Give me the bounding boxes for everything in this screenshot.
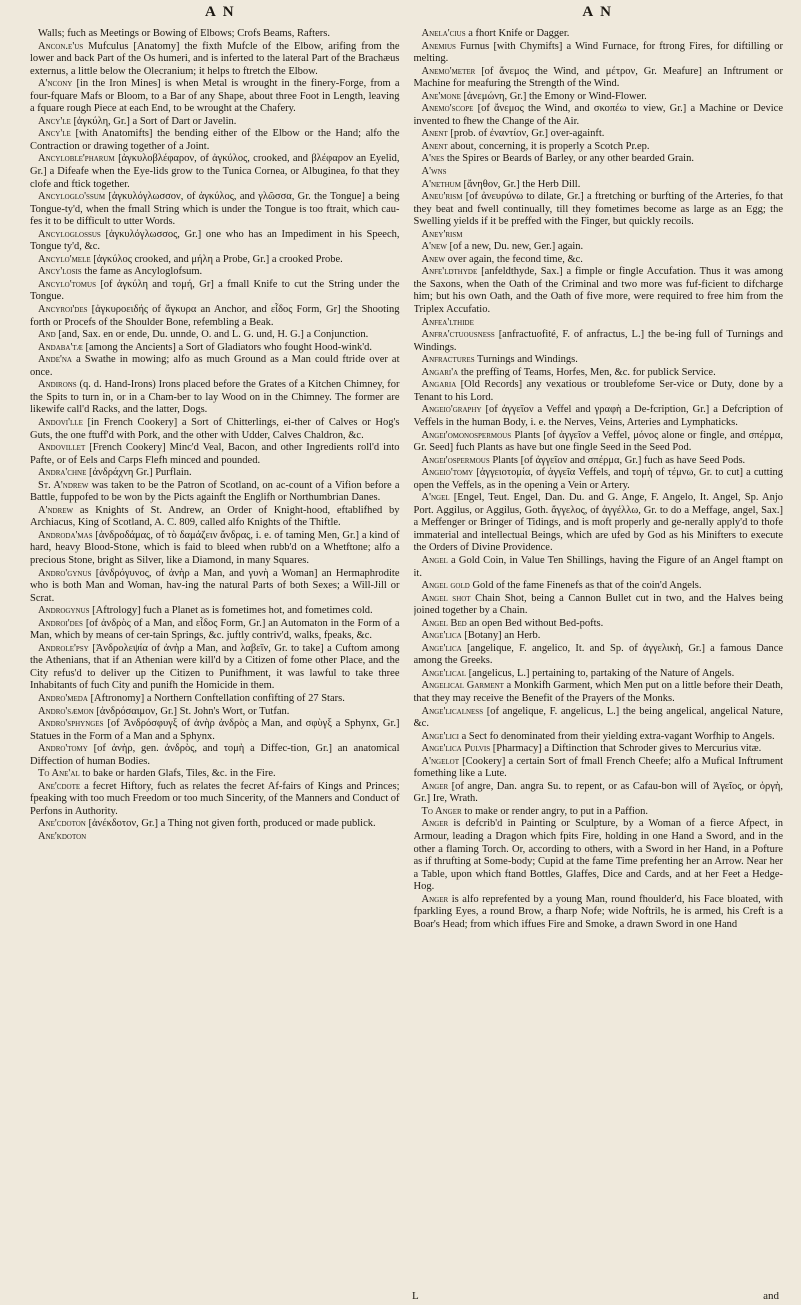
catchword: and bbox=[763, 1290, 779, 1302]
dictionary-entry bbox=[414, 66, 784, 91]
dictionary-entry bbox=[414, 680, 784, 705]
entry-headword: Ancylo'mele bbox=[38, 253, 91, 265]
entry-headword: Andovi'lle bbox=[38, 416, 83, 428]
entry-definition: a Monkifh Garment, which Men put on a little before their Death, that they may receive the Benefit of the Prayers of the Monks. bbox=[413, 680, 783, 704]
entry-definition: as Knights of St. Andrew, an Order of Knight-hood, eftablifhed by Archiacus, King of Scotland, A. C. 809, called alfo Knights of the Thiftle. bbox=[30, 504, 400, 529]
dictionary-entry bbox=[414, 367, 784, 380]
dictionary-entry bbox=[30, 254, 400, 267]
entry-definition: a Sect fo denominated from their yielding extra-vagant Worfhip to Angels. bbox=[461, 730, 775, 742]
dictionary-entry bbox=[414, 191, 784, 229]
entry-headword: Aney'rism bbox=[421, 228, 463, 240]
entry-headword: Androle'psy bbox=[38, 642, 89, 654]
entry-definition: [ἄνηθον, Gr.] the Herb Dill. bbox=[463, 178, 581, 190]
entry-definition: [and, Sax. en or ende, Du. unnde, O. and L. G. und, H. G.] a Conjunction. bbox=[58, 329, 369, 341]
dictionary-entry bbox=[30, 743, 400, 768]
entry-headword: Ange'lica Pulvis bbox=[421, 743, 491, 755]
entry-headword: Ane'mone bbox=[421, 90, 461, 102]
dictionary-entry bbox=[30, 329, 400, 342]
dictionary-entry bbox=[30, 153, 400, 191]
entry-definition: (q. d. Hand-Irons) Irons placed before the Grates of a Kitchen Chimney, for the Spits to turn in, or in a Cham-ber to lay Wood on in the Chimney. The former are likewife call'd Racks, and the latter, Dogs. bbox=[30, 379, 400, 416]
dictionary-entry bbox=[414, 404, 784, 429]
entry-headword: Anemius bbox=[421, 40, 456, 52]
dictionary-entry bbox=[414, 467, 784, 492]
dictionary-entry bbox=[414, 743, 784, 756]
header-right: A N bbox=[582, 4, 613, 20]
entry-headword: Ange'lici bbox=[421, 730, 459, 742]
entry-headword: To Ane'al bbox=[38, 768, 80, 780]
entry-definition: [ἀνδρόσαιμον, Gr.] St. John's Wort, or Tutfan. bbox=[96, 705, 290, 717]
entry-headword: A'ncony bbox=[38, 78, 73, 90]
entry-headword: Ancy'le bbox=[38, 128, 71, 140]
entry-headword: Angel gold bbox=[421, 580, 470, 592]
entry-headword: Ancyloglo'ssum bbox=[38, 191, 106, 203]
dictionary-entry bbox=[30, 379, 400, 417]
dictionary-entry bbox=[30, 718, 400, 743]
dictionary-entry bbox=[30, 467, 400, 480]
dictionary-entry bbox=[414, 806, 784, 819]
entry-headword: Angari'a bbox=[421, 366, 459, 378]
dictionary-entry bbox=[414, 91, 784, 104]
entry-definition: an open Bed without Bed-pofts. bbox=[469, 617, 604, 629]
dictionary-entry bbox=[414, 894, 784, 932]
entry-headword: Angaria bbox=[421, 379, 457, 391]
entry-definition: [angelique, F. angelico, It. and Sp. of ἀγγελικὴ, Gr.] a famous Dance among the Greeks. bbox=[413, 642, 783, 667]
entry-headword: Anela'cius bbox=[421, 28, 466, 39]
entry-definition: [Cookery] a certain Sort of fmall French Cheefe; alfo a Mufical Inftrument fomething like a Lute. bbox=[413, 755, 783, 780]
dictionary-entry bbox=[414, 555, 784, 580]
dictionary-entry bbox=[414, 241, 784, 254]
entry-headword: Anemo'meter bbox=[421, 65, 476, 77]
entry-definition: Plants [of ἀγγεῖον and σπέρμα, Gr.] fuch as have Seed Pods. bbox=[492, 454, 746, 466]
entry-headword: Ane'kdoton bbox=[38, 831, 87, 842]
entry-headword: Andro'sphynges bbox=[38, 718, 104, 730]
right-column bbox=[414, 28, 784, 1293]
dictionary-entry bbox=[414, 630, 784, 643]
entry-definition: [of ἀνὴρ, gen. ἀνδρὸς, and τομὴ a Diffec-tion, Gr.] an anatomical Diffection of human Bodies. bbox=[30, 743, 400, 767]
entry-definition: [ἀγκύλος crooked, and μήλη a Probe, Gr.] a crooked Probe. bbox=[93, 253, 343, 265]
entry-definition: [of Ἀνδρόσφυγξ of ἀνὴρ ἀνδρὸς a Man, and σφὺγξ a Sphynx, Gr.] Statues in the Form of a Man and a Sphynx. bbox=[30, 718, 400, 742]
dictionary-entry bbox=[30, 781, 400, 819]
entry-headword: Anent bbox=[421, 128, 448, 140]
dictionary-entry bbox=[414, 41, 784, 66]
entry-definition: a Swathe in mowing; alfo as much Ground as a Man could ftride over at once. bbox=[30, 354, 400, 378]
entry-headword: A'ngel bbox=[421, 492, 450, 504]
entry-headword: Ancy'losis bbox=[38, 266, 82, 278]
dictionary-entry bbox=[30, 818, 400, 831]
entry-definition: [of ἀνευρύνω to dilate, Gr.] a ftretching or burfting of the Arteries, fo that they beat and fwell continually, till they fometimes become as large as an Egg; the Swelling yields if it be preffed with the Finger, but quickly recoils. bbox=[413, 191, 783, 228]
entry-definition: [ἀγγειοτομία, of ἀγγεῖα Veffels, and τομὴ of τέμνω, Gr. to cut] a cutting open the Veffels, as in the opening a Vein or Artery. bbox=[413, 467, 783, 491]
entry-headword: Andirons bbox=[38, 379, 77, 391]
dictionary-entry bbox=[414, 229, 784, 242]
entry-headword: Andro'meda bbox=[38, 692, 88, 704]
entry-headword: Anent bbox=[421, 140, 448, 152]
entry-headword: Anemo'scope bbox=[421, 103, 474, 115]
entry-definition: [ἀγκυλοβλέφαρον, of ἀγκύλος, crooked, and βλέφαρον an Eyelid, Gr.] a Difeafe when the Eye-lids grow to the Tunica Cornea, or Albuginea, fo that they clofe and ftick together. bbox=[30, 153, 400, 190]
entry-definition: the fame as Ancyloglofsum. bbox=[84, 266, 203, 278]
entry-definition: to make or render angry, to put in a Paffion. bbox=[464, 805, 648, 817]
dictionary-entry bbox=[414, 618, 784, 631]
entry-definition: Chain Shot, being a Cannon Bullet cut in two, and the Halves being joined together by a Chain. bbox=[413, 592, 783, 617]
entry-headword: A'nes bbox=[421, 153, 445, 165]
entry-headword: A'new bbox=[421, 241, 447, 253]
entry-headword: Androda'mas bbox=[38, 529, 93, 541]
dictionary-entry bbox=[30, 505, 400, 530]
entry-definition: [ἀνδράχνη Gr.] Purflain. bbox=[89, 467, 192, 479]
dictionary-entry bbox=[414, 379, 784, 404]
entry-headword: Angelical Garment bbox=[421, 680, 504, 692]
dictionary-entry bbox=[414, 128, 784, 141]
dictionary-entry bbox=[414, 731, 784, 744]
signature-mark: L bbox=[412, 1290, 419, 1302]
dictionary-entry bbox=[414, 153, 784, 166]
dictionary-entry bbox=[414, 593, 784, 618]
entry-headword: Ane'cdote bbox=[38, 780, 81, 792]
entry-headword: Ange'lica bbox=[421, 630, 462, 642]
dictionary-entry bbox=[414, 643, 784, 668]
entry-headword: Angel bbox=[421, 554, 448, 566]
entry-definition: [Old Records] any vexatious or troublefome Ser-vice or Duty, done by a Tenant to his Lord. bbox=[413, 379, 783, 403]
dictionary-entry bbox=[414, 781, 784, 806]
dictionary-entry bbox=[30, 354, 400, 379]
entry-definition: [Pharmacy] a Diftinction that Schroder gives to Mercurius vitæ. bbox=[492, 743, 762, 755]
entry-headword: Angel Bed bbox=[421, 617, 467, 629]
entry-headword: Anfractures bbox=[421, 354, 475, 366]
entry-headword: Angei'omonospermous bbox=[421, 429, 512, 441]
entry-definition: [Aftrology] fuch a Planet as is fometimes hot, and fometimes cold. bbox=[92, 605, 373, 617]
entry-headword: Andra'chne bbox=[38, 467, 87, 479]
entry-definition: is defcrib'd in Painting or Sculpture, by a Woman of a fierce Afpect, in Armour, leading a Dragon which fpits Fire, holding in one Hand a Sword, and in the other a flaming Torch. Or, according to others, with a Sword in her Hand, in a Pofture as if thrufting at Some-body; Cupid at the fame Time prefenting her an Arrow. Near her a Table, upon which ftand Bottles, Glaffes, Dice and Cards, and at her Feet a Hedge-Hog. bbox=[413, 818, 783, 893]
dictionary-entry bbox=[414, 103, 784, 128]
dictionary-entry bbox=[30, 28, 400, 41]
entry-definition: [angelicus, L.] pertaining to, partaking of the Nature of Angels. bbox=[468, 667, 735, 679]
entry-definition: [of ἀγγεῖον a Veffel and γραφὴ a De-fcription, Gr.] a Defcription of Veffels in the human Body, i. e. the Nerves, Veins, Arteries and Lymphaticks. bbox=[413, 404, 783, 428]
dictionary-entry bbox=[30, 417, 400, 442]
entry-headword: Angei'ospermous bbox=[421, 454, 490, 466]
entry-headword: A'nethum bbox=[421, 178, 461, 190]
dictionary-entry bbox=[414, 756, 784, 781]
dictionary-entry bbox=[414, 430, 784, 455]
dictionary-entry bbox=[30, 693, 400, 706]
entry-definition: a fecret Hiftory, fuch as relates the fecret Af-fairs of Kings and Princes; fpeaking with too much Freedom or too much Sincerity, of the Manners and Conduct of Perfons in Authority. bbox=[30, 780, 400, 817]
entry-definition: [French Cookery] Minc'd Veal, Bacon, and other Ingredients roll'd into Pafte, or of Eels and Carps Flefh minced and pounded. bbox=[30, 442, 400, 466]
dictionary-entry bbox=[30, 480, 400, 505]
entry-definition: [of angelique, F. angelicus, L.] the being angelical, angelical Nature, &c. bbox=[413, 705, 783, 730]
entry-headword: Aneu'rism bbox=[421, 191, 463, 203]
entry-headword: Ancon.e'us bbox=[38, 40, 84, 52]
dictionary-entry bbox=[30, 266, 400, 279]
dictionary-entry bbox=[30, 831, 400, 844]
entry-definition: [in the Iron Mines] is when Metal is wrought in the finery-Forge, from a four-fquare Mafs or Bloom, to a Bar of any Shape, about three Foot in Length, leaving a fquare rough Piece at each End, to be wrought at the Chafery. bbox=[30, 78, 400, 115]
entry-definition: Gold of the fame Finenefs as that of the coin'd Angels. bbox=[472, 580, 702, 592]
dictionary-entry bbox=[30, 442, 400, 467]
dictionary-entry bbox=[414, 455, 784, 468]
entry-headword: Ange'licalness bbox=[421, 705, 484, 717]
dictionary-entry bbox=[414, 580, 784, 593]
dictionary-entry bbox=[30, 618, 400, 643]
dictionary-entry bbox=[414, 179, 784, 192]
entry-definition: [ἀγκυλόγλωσσον, of ἀγκύλος, and γλῶσσα, Gr. the Tongue] a being Tongue-ty'd, when the fmall String which is under the Tongue is too ftrait, which cau-fes it to be difficult to utter Words. bbox=[30, 191, 400, 228]
entry-headword: A'wns bbox=[421, 166, 447, 178]
dictionary-entry bbox=[30, 342, 400, 355]
left-column bbox=[30, 28, 400, 1293]
entry-definition: Plants [of ἀγγεῖον a Veffel, μόνος alone or fingle, and σπέρμα, Gr. Seed] fuch Plants as have but one fingle Seed in the Seed Pod. bbox=[413, 429, 783, 454]
dictionary-entry bbox=[414, 354, 784, 367]
entry-definition: Furnus [with Chymifts] a Wind Furnace, for ftrong Fires, for diftilling or melting. bbox=[413, 40, 783, 65]
entry-headword: To Anger bbox=[421, 805, 462, 817]
dictionary-entry bbox=[414, 28, 784, 41]
entry-headword: Anfe'ldthyde bbox=[421, 266, 478, 278]
entry-headword: And bbox=[38, 329, 56, 341]
entry-definition: [ἀνεμώνη, Gr.] the Emony or Wind-Flower. bbox=[463, 90, 647, 102]
entry-headword: Ancylo'tomus bbox=[38, 278, 96, 290]
dictionary-entry bbox=[30, 568, 400, 606]
entry-headword: Ancyloble'pharum bbox=[38, 153, 115, 165]
entry-definition: the preffing of Teams, Horfes, Men, &c. for publick Service. bbox=[460, 366, 716, 378]
dictionary-entry bbox=[414, 141, 784, 154]
entry-definition: [anfractuofité, F. of anfractus, L.] the be-ing full of Turnings and Windings. bbox=[413, 329, 783, 353]
dictionary-entry bbox=[414, 329, 784, 354]
entry-headword: Androgynus bbox=[38, 605, 90, 617]
entry-headword: Anfea'lthide bbox=[421, 316, 474, 328]
dictionary-entry bbox=[30, 128, 400, 153]
entry-definition: Walls; fuch as Meetings or Bowing of Elbows; Crofs Beams, Rafters. bbox=[38, 28, 330, 39]
entry-definition: [ἀνέκδοτον, Gr.] a Thing not given forth, produced or made publick. bbox=[88, 818, 376, 830]
entry-definition: [ἀγκυλόγλωσσος, Gr.] one who has an Impediment in his Speech, Tongue ty'd, &c. bbox=[30, 228, 400, 253]
entry-definition: was taken to be the Patron of Scotland, on ac-count of a Vifion before a Battle, fuppofed to be won by the Picts againft the Englifh or Northumbrian Danes. bbox=[30, 479, 400, 504]
dictionary-entry bbox=[30, 116, 400, 129]
entry-definition: [ἀνδροδάμας, of τὸ δαμάζειν ἄνδρας, i. e. of taming Men, Gr.] a kind of hard, heavy Blood-Stone, which is faid to bleed when rubb'd on a Whetftone; alfo a precious Stone, bright as Silver, like a Diamond, in many Squares. bbox=[30, 529, 400, 566]
entry-definition: about, concerning, it is properly a Scotch Pr.ep. bbox=[450, 140, 650, 152]
dictionary-entry bbox=[30, 304, 400, 329]
header-left: A N bbox=[205, 4, 236, 20]
dictionary-entry bbox=[30, 530, 400, 568]
dictionary-entry bbox=[30, 78, 400, 116]
entry-definition: to bake or harden Glafs, Tiles, &c. in the Fire. bbox=[82, 768, 276, 780]
running-header bbox=[30, 4, 783, 24]
entry-definition: [Botany] an Herb. bbox=[464, 630, 541, 642]
entry-definition: [ἀγκυροειδής of ἄγκυρα an Anchor, and εἶδος Form, Gr] the Shooting forth or Procefs of the Shoulder Bone, refembling a Beak. bbox=[30, 304, 400, 328]
entry-definition: a Gold Coin, in Value Ten Shillings, having the Figure of an Angel ftampt on it. bbox=[413, 554, 783, 579]
entry-definition: [prob. of ἐναντίον, Gr.] over-againft. bbox=[450, 128, 605, 140]
entry-definition: a fhort Knife or Dagger. bbox=[468, 28, 570, 39]
entry-definition: [Aftronomy] a Northern Conftellation confifting of 27 Stars. bbox=[90, 692, 345, 704]
dictionary-entry bbox=[30, 768, 400, 781]
entry-headword: Angeio'tomy bbox=[421, 467, 474, 479]
dictionary-entry bbox=[30, 229, 400, 254]
entry-headword: Androi'des bbox=[38, 617, 83, 629]
entry-definition: [ἀνδρόγυνος, of ἀνὴρ a Man, and γυνὴ a Woman] an Hermaphrodite who is both Man and Woman, hav-ing the natural Parts of both Sexes; a Will-Jill or Scrat. bbox=[30, 567, 400, 604]
entry-headword: A'ngelot bbox=[421, 755, 459, 767]
dictionary-entry bbox=[414, 492, 784, 555]
entry-headword: Andro'tomy bbox=[38, 743, 88, 755]
entry-definition: [with Anatomifts] the bending either of the Elbow or the Hand; alfo the Contraction or drawing together of a Joint. bbox=[30, 128, 400, 152]
entry-headword: Andro'sæmon bbox=[38, 705, 94, 717]
entry-definition: over again, the fecond time, &c. bbox=[447, 253, 583, 265]
entry-definition: [ἀγκύλη, Gr.] a Sort of Dart or Javelin. bbox=[73, 115, 237, 127]
entry-definition: [of ἄνεμος the Wind, and μέτρον, Gr. Meafure] an Inftrument or Machine for meafuring the Strength of the Wind. bbox=[413, 65, 783, 90]
entry-definition: [of ἀνδρὸς of a Man, and εἶδος Form, Gr.] an Automaton in the Form of a Man, which by means of cer-tain Springs, &c. juftly contriv'd, walks, fpeaks, &c. bbox=[30, 617, 400, 642]
dictionary-entry bbox=[414, 706, 784, 731]
dictionary-entry bbox=[414, 254, 784, 267]
entry-headword: Angeio'graphy bbox=[421, 404, 482, 416]
dictionary-entry bbox=[414, 266, 784, 316]
dictionary-entry bbox=[30, 191, 400, 229]
entry-definition: [of ἄνεμος the Wind, and σκοπέω to view, Gr.] a Machine or Device invented to fhew the Change of the Air. bbox=[413, 103, 783, 127]
entry-definition: Turnings and Windings. bbox=[477, 354, 578, 366]
dictionary-entry bbox=[414, 818, 784, 893]
entry-definition: [anfeldthyde, Sax.] a fimple or fingle Accufation. Thus it was among the Saxons, when the Oath of the Criminal and two more was fuf-ficient to difcharge him; but his own Oath, and the Oath of five more, were required to free him from the Triplex Accufatio. bbox=[413, 266, 783, 316]
dictionary-entry bbox=[30, 279, 400, 304]
entry-headword: Ancy'le bbox=[38, 115, 71, 127]
dictionary-entry bbox=[414, 317, 784, 330]
entry-definition: Mufculus [Anatomy] the fixth Mufcle of the Elbow, arifing from the lower and back Part of the Os humeri, and is inferted to the lateral Part of the Brachæus externus, a little below the Olecranium; it helps to ftretch the Elbow. bbox=[30, 40, 400, 77]
entry-headword: Anew bbox=[421, 253, 446, 265]
entry-headword: Andro'gynus bbox=[38, 567, 92, 579]
dictionary-entry bbox=[30, 706, 400, 719]
entry-definition: is alfo reprefented by a young Man, round fhoulder'd, his Face bloated, with fparkling Eyes, a round Brow, a fharp Nofe; wide Noftrils, he is armed, his Creft is a Boar's Head; from which iffues Fire and Smoke, a drawn Sword in one Hand bbox=[413, 893, 783, 930]
entry-headword: Andovillet bbox=[38, 442, 86, 454]
entry-definition: the Spires or Beards of Barley, or any other bearded Grain. bbox=[446, 153, 694, 165]
entry-headword: Anger bbox=[421, 780, 449, 792]
entry-headword: Ande'na bbox=[38, 354, 72, 366]
entry-definition: [of a new, Du. new, Ger.] again. bbox=[449, 241, 584, 253]
entry-headword: A'ndrew bbox=[38, 504, 74, 516]
entry-headword: Anger bbox=[421, 893, 449, 905]
entry-headword: Ancyroi'des bbox=[38, 304, 88, 316]
entry-headword: Angel shot bbox=[421, 592, 471, 604]
dictionary-entry bbox=[30, 643, 400, 693]
entry-headword: Ancyloglossus bbox=[38, 228, 101, 240]
entry-definition: [Engel, Teut. Engel, Dan. Du. and G. Ange, F. Angelo, It. Angel, Sp. Anjo Port. Aggilus, or Aggilus, Goth. ἄγγελος, of ἀγγέλλω, Gr. to do a Meffage, angel, Sax.] a Meffenger or Bringer of Tidings, and is moft properly and ge-nerally apply'd to thofe immaterial and intellectual Beings, which are ufed by God as his Minifters to execute the Orders of Divine Providence. bbox=[413, 492, 783, 554]
entry-definition: [of angre, Dan. angra Su. to repent, or as Cafau-bon will of Ἀγεῖος, or ὀργὴ, Gr.] Ire, Wrath. bbox=[413, 780, 783, 805]
dictionary-entry bbox=[30, 605, 400, 618]
entry-definition: [in French Cookery] a Sort of Chitterlings, ei-ther of Calves or Hog's Guts, the one ftuff'd with Pork, and the other with Udder, Calves Chaldron, &c. bbox=[30, 416, 400, 441]
entry-headword: Anfra'ctuousness bbox=[421, 329, 495, 341]
entry-headword: Ane'cdoton bbox=[38, 818, 86, 830]
entry-headword: Ange'lical bbox=[421, 667, 466, 679]
dictionary-entry bbox=[414, 668, 784, 681]
entry-definition: [of ἀγκύλη and τομή, Gr] a fmall Knife to cut the String under the Tongue. bbox=[30, 278, 400, 303]
entry-headword: St. A'ndrew bbox=[38, 479, 89, 491]
entry-headword: Andaba'tæ bbox=[38, 341, 83, 353]
entry-headword: Ange'lica bbox=[421, 642, 462, 654]
entry-definition: [Ἀνδρολεψία of ἀνὴρ a Man, and λαβεῖν, Gr. to take] a Cuftom among the Athenians, that if an Athenian were kill'd by a Citizen of fome other Place, and the City refus'd to deliver up the Citizen to Punifhment, it was lawful to take three Inhabitants of fuch City and punifh the Homicide in them. bbox=[30, 642, 400, 692]
dictionary-entry bbox=[414, 166, 784, 179]
entry-headword: Anger bbox=[421, 818, 449, 830]
dictionary-entry bbox=[30, 41, 400, 79]
entry-definition: [among the Ancients] a Sort of Gladiators who fought Hood-wink'd. bbox=[85, 341, 373, 353]
